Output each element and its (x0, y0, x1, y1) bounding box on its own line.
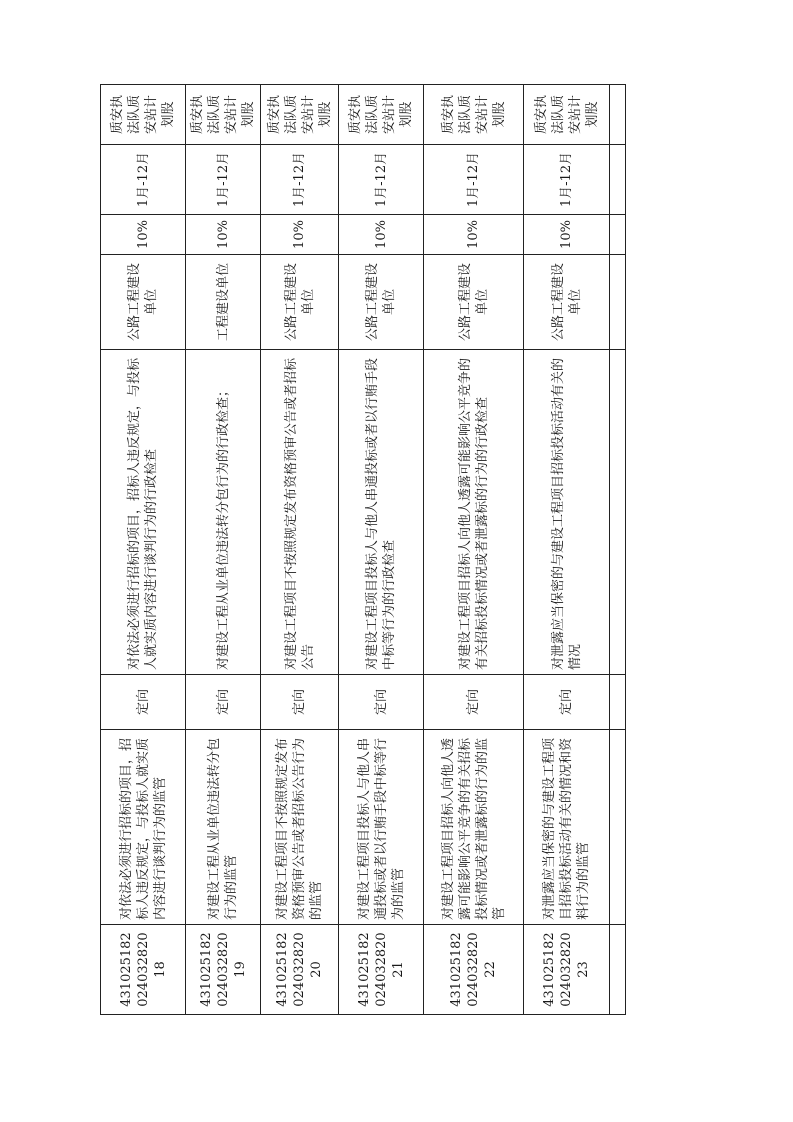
item-time: 1月-12月 (186, 145, 261, 215)
item-dept: 质安执法队质安站计划股 (339, 85, 424, 145)
empty-cell (610, 85, 626, 145)
item-time: 1月-12月 (424, 145, 524, 215)
item-name: 对依法必须进行招标的项目，招标人违反规定，与投标人就实质内容进行谈判行为的监管 (101, 730, 186, 925)
item-name: 对建设工程项目不按照规定发布资格预审公告或者招标公告行为的监管 (261, 730, 339, 925)
item-object: 公路工程建设单位 (261, 255, 339, 350)
item-code: 43102518202403282021 (339, 925, 424, 1015)
item-code: 43102518202403282023 (524, 925, 610, 1015)
item-name: 对建设工程项目投标人与他人串通投标或者以行贿手段中标等行为的监管 (339, 730, 424, 925)
item-object: 工程建设单位 (186, 255, 261, 350)
item-content: 对依法必须进行招标的项目，招标人违反规定，与投标人就实质内容进行谈判行为的行政检查 (101, 350, 186, 675)
item-object: 公路工程建设单位 (339, 255, 424, 350)
item-code: 43102518202403282018 (101, 925, 186, 1015)
item-object: 公路工程建设单位 (101, 255, 186, 350)
item-content: 对建设工程项目招标人向他人透露可能影响公平竞争的有关招标投标情况或者泄露标的行为的行政检查 (424, 350, 524, 675)
item-ratio: 10% (339, 215, 424, 255)
item-time: 1月-12月 (339, 145, 424, 215)
rotated-table-wrapper (100, 85, 600, 1015)
empty-cell (610, 730, 626, 925)
item-ratio: 10% (261, 215, 339, 255)
table-row (424, 85, 524, 1015)
item-ratio: 10% (186, 215, 261, 255)
item-type: 定向 (424, 675, 524, 730)
item-name: 对建设工程项目招标人向他人透露可能影响公平竞争的有关招标投标情况或者泄露标的行为的监管 (424, 730, 524, 925)
item-name: 对泄露应当保密的与建设工程项目招标投标活动有关的情况和资料行为的监管 (524, 730, 610, 925)
inspection-plan-table (100, 84, 626, 1015)
item-time: 1月-12月 (101, 145, 186, 215)
item-ratio: 10% (524, 215, 610, 255)
empty-cell (610, 675, 626, 730)
item-dept: 质安执法队质安站计划股 (186, 85, 261, 145)
table-row (339, 85, 424, 1015)
item-content: 对建设工程项目不按照规定发布资格预审公告或者招标公告 (261, 350, 339, 675)
table-row (261, 85, 339, 1015)
item-type: 定向 (261, 675, 339, 730)
item-ratio: 10% (424, 215, 524, 255)
empty-cell (610, 215, 626, 255)
item-code: 43102518202403282020 (261, 925, 339, 1015)
table-row-empty (610, 85, 626, 1015)
item-name: 对建设工程从业单位违法转分包行为的监管 (186, 730, 261, 925)
item-object: 公路工程建设单位 (524, 255, 610, 350)
item-dept: 质安执法队质安站计划股 (424, 85, 524, 145)
empty-cell (610, 350, 626, 675)
item-type: 定向 (186, 675, 261, 730)
item-time: 1月-12月 (524, 145, 610, 215)
item-type: 定向 (339, 675, 424, 730)
item-content: 对泄露应当保密的与建设工程项目招标投标活动有关的情况 (524, 350, 610, 675)
item-dept: 质安执法队质安站计划股 (101, 85, 186, 145)
item-ratio: 10% (101, 215, 186, 255)
empty-cell (610, 255, 626, 350)
empty-cell (610, 145, 626, 215)
table-row (524, 85, 610, 1015)
item-type: 定向 (101, 675, 186, 730)
table-row (101, 85, 186, 1015)
table-row (186, 85, 261, 1015)
item-dept: 质安执法队质安站计划股 (524, 85, 610, 145)
item-code: 43102518202403282022 (424, 925, 524, 1015)
item-content: 对建设工程从业单位违法转分包行为的行政检查； (186, 350, 261, 675)
item-code: 43102518202403282019 (186, 925, 261, 1015)
item-type: 定向 (524, 675, 610, 730)
item-content: 对建设工程项目投标人与他人串通投标或者以行贿手段中标等行为的行政检查 (339, 350, 424, 675)
item-dept: 质安执法队质安站计划股 (261, 85, 339, 145)
item-object: 公路工程建设单位 (424, 255, 524, 350)
item-time: 1月-12月 (261, 145, 339, 215)
empty-cell (610, 925, 626, 1015)
